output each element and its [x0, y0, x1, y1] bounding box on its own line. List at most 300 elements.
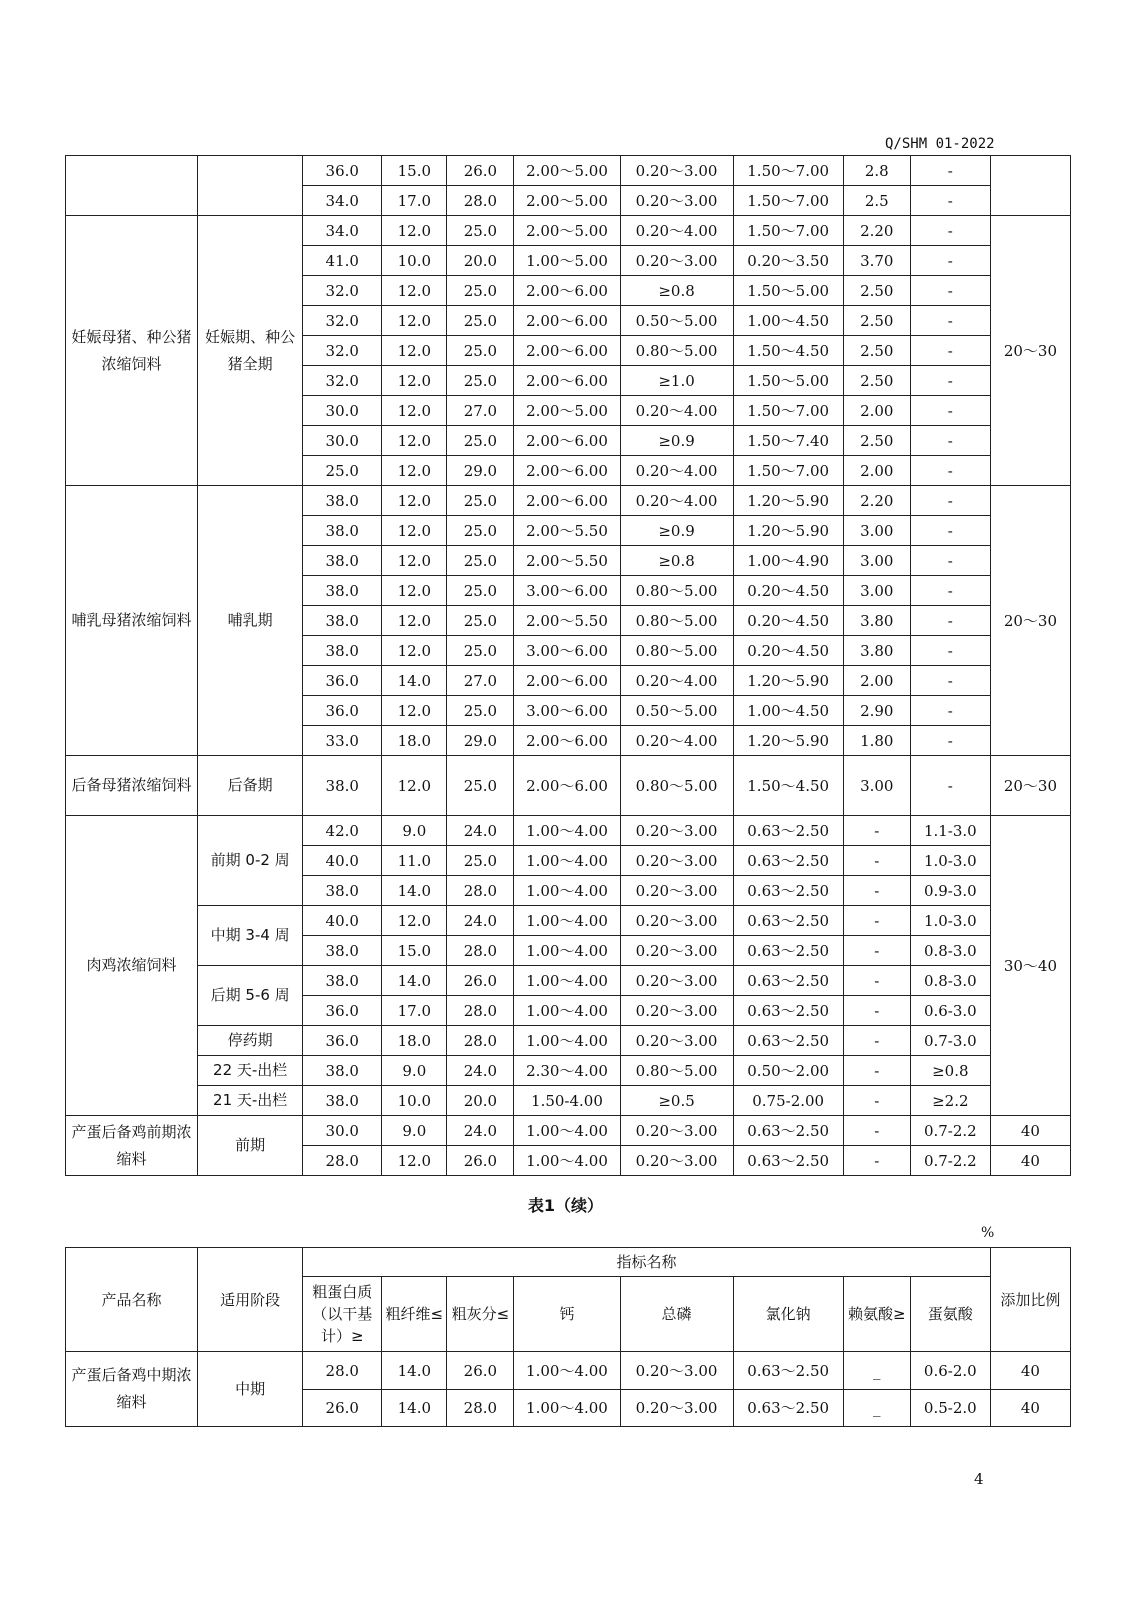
table-cell: 1.50～5.00 [733, 276, 843, 306]
table-cell: 1.00～4.00 [514, 876, 620, 906]
table-cell: - [910, 426, 990, 456]
ratio-cell: 20～30 [990, 486, 1070, 756]
table-cell: 1.50～7.00 [733, 216, 843, 246]
table-cell: 0.50～2.00 [733, 1056, 843, 1086]
table-row [66, 1056, 1071, 1086]
table-cell: - [910, 186, 990, 216]
table-cell: 26.0 [447, 156, 514, 186]
table-cell: 1.00～4.00 [514, 1390, 620, 1427]
table-cell: 0.7-2.2 [910, 1116, 990, 1146]
table-cell: 3.00～6.00 [514, 636, 620, 666]
table-cell: 0.20～3.00 [620, 1390, 733, 1427]
ratio-cell: 20～30 [990, 756, 1070, 816]
table-cell: 2.00～6.00 [514, 726, 620, 756]
table-cell: 0.63～2.50 [733, 1390, 843, 1427]
table-cell: 1.20～5.90 [733, 666, 843, 696]
table-cell: 24.0 [447, 1116, 514, 1146]
table-cell: 2.00～5.00 [514, 216, 620, 246]
table-cell: 17.0 [382, 996, 447, 1026]
table-cell: - [910, 486, 990, 516]
table-cell: 0.63～2.50 [733, 876, 843, 906]
table-cell: - [910, 666, 990, 696]
table-cell: 30.0 [303, 426, 382, 456]
table-row [66, 216, 1071, 246]
nutrient-table-continued [65, 1247, 1071, 1427]
table-cell: ≥0.8 [910, 1056, 990, 1086]
header-stage: 适用阶段 [198, 1248, 303, 1352]
table-cell: 42.0 [303, 816, 382, 846]
table-cell: 25.0 [447, 636, 514, 666]
table-cell: 1.00～4.00 [514, 996, 620, 1026]
table-cell: 12.0 [382, 636, 447, 666]
table-cell: 1.50～4.50 [733, 336, 843, 366]
table-cell: 9.0 [382, 1056, 447, 1086]
table-cell: 0.20～3.00 [620, 846, 733, 876]
table-cell: 32.0 [303, 276, 382, 306]
table-cell: 0.20～3.00 [620, 156, 733, 186]
table-cell: 36.0 [303, 156, 382, 186]
table-cell: 0.20～3.00 [620, 996, 733, 1026]
stage-cell: 21 天-出栏 [198, 1086, 303, 1116]
table-cell: 38.0 [303, 876, 382, 906]
table-cell: 38.0 [303, 936, 382, 966]
table-cell: ≥1.0 [620, 366, 733, 396]
table-cell: 14.0 [382, 966, 447, 996]
table-cell: 36.0 [303, 1026, 382, 1056]
table-cell: - [910, 156, 990, 186]
table-row [66, 816, 1071, 846]
product-name-cell: 后备母猪浓缩饲料 [66, 756, 198, 816]
table-cell: 38.0 [303, 1056, 382, 1086]
table-cell: 3.00 [843, 576, 910, 606]
table-cell: 40 [990, 1352, 1070, 1390]
table-cell: 0.7-3.0 [910, 1026, 990, 1056]
table-cell: 1.50～7.00 [733, 396, 843, 426]
table-row [66, 966, 1071, 996]
stage-cell: 哺乳期 [198, 486, 303, 756]
table-cell: 14.0 [382, 876, 447, 906]
table-cell: 2.20 [843, 486, 910, 516]
table-cell: 1.50～7.40 [733, 426, 843, 456]
product-name-cell: 肉鸡浓缩饲料 [66, 816, 198, 1116]
table-cell: 2.00～6.00 [514, 426, 620, 456]
table-cell: 0.6-2.0 [910, 1352, 990, 1390]
table-cell: 25.0 [447, 576, 514, 606]
table-cell: 0.63～2.50 [733, 1116, 843, 1146]
table-cell: 0.20～3.00 [620, 186, 733, 216]
table-cell: 1.0-3.0 [910, 906, 990, 936]
table-cell: 0.8-3.0 [910, 936, 990, 966]
stage-cell: 中期 3-4 周 [198, 906, 303, 966]
table-cell: ≥0.9 [620, 516, 733, 546]
table-cell: 12.0 [382, 546, 447, 576]
table-cell: 0.80～5.00 [620, 636, 733, 666]
table-cell: 36.0 [303, 996, 382, 1026]
product-name-cell: 哺乳母猪浓缩饲料 [66, 486, 198, 756]
table-cell: 29.0 [447, 726, 514, 756]
table-cell: 14.0 [382, 1352, 447, 1390]
table-cell: 25.0 [447, 216, 514, 246]
table-continued-title: 表1（续） [527, 1196, 604, 1215]
table-cell: 0.63～2.50 [733, 936, 843, 966]
unit-label: % [981, 1225, 995, 1241]
table-cell: 25.0 [447, 306, 514, 336]
table-row [66, 906, 1071, 936]
table-cell: - [910, 396, 990, 426]
table-cell: 2.50 [843, 306, 910, 336]
table-cell: 20.0 [447, 1086, 514, 1116]
table-cell: - [843, 1086, 910, 1116]
table-cell: 12.0 [382, 576, 447, 606]
table-cell: 0.63～2.50 [733, 906, 843, 936]
table-cell: 2.5 [843, 186, 910, 216]
table-cell: - [910, 606, 990, 636]
table-cell: 12.0 [382, 906, 447, 936]
table-cell: 1.50～7.00 [733, 186, 843, 216]
product-layer-reserve-middle: 产蛋后备鸡中期浓缩料 [66, 1352, 198, 1427]
table-cell: 0.20～3.50 [733, 246, 843, 276]
table-cell: 1.50～4.50 [733, 756, 843, 816]
table-cell: 0.20～3.00 [620, 1116, 733, 1146]
ratio-cell: 40 [990, 1146, 1070, 1176]
table-cell: 2.00 [843, 666, 910, 696]
table-cell: 14.0 [382, 1390, 447, 1427]
table-cell: 1.00～4.00 [514, 1026, 620, 1056]
table-cell: 25.0 [447, 516, 514, 546]
table-cell: 3.00 [843, 546, 910, 576]
table-cell: 0.63～2.50 [733, 1352, 843, 1390]
table-cell: 27.0 [447, 396, 514, 426]
table-cell: 28.0 [303, 1146, 382, 1176]
table-cell: 25.0 [447, 426, 514, 456]
table-cell: 2.50 [843, 366, 910, 396]
table-cell: 38.0 [303, 1086, 382, 1116]
table-cell: - [910, 636, 990, 666]
table-cell: 28.0 [447, 186, 514, 216]
stage-cell [198, 156, 303, 216]
header-total-phosphorus: 总磷 [620, 1277, 733, 1352]
table-cell: 1.00～4.00 [514, 846, 620, 876]
table-row [66, 486, 1071, 516]
table-cell: 0.20～4.00 [620, 216, 733, 246]
table-cell: 0.20～3.00 [620, 246, 733, 276]
table-cell: 18.0 [382, 1026, 447, 1056]
table-cell: 24.0 [447, 906, 514, 936]
table-cell: 0.20～3.00 [620, 1026, 733, 1056]
table-cell: - [910, 456, 990, 486]
table-cell: 32.0 [303, 366, 382, 396]
table-cell: - [910, 726, 990, 756]
header-crude-ash: 粗灰分≤ [447, 1277, 514, 1352]
table-cell: 2.20 [843, 216, 910, 246]
table-cell: 30.0 [303, 1116, 382, 1146]
table-cell: ≥0.8 [620, 546, 733, 576]
table-cell: 3.70 [843, 246, 910, 276]
table-cell: 24.0 [447, 816, 514, 846]
table-cell: _ [843, 1352, 910, 1390]
table-cell: 2.00～6.00 [514, 366, 620, 396]
table-cell: 0.80～5.00 [620, 606, 733, 636]
table-cell: 38.0 [303, 966, 382, 996]
table-cell: 34.0 [303, 216, 382, 246]
table-cell: 12.0 [382, 216, 447, 246]
table-cell: 25.0 [447, 336, 514, 366]
table-cell: 1.00～4.00 [514, 1116, 620, 1146]
table-cell: 0.63～2.50 [733, 1146, 843, 1176]
table-cell: 25.0 [447, 696, 514, 726]
table-cell: 2.50 [843, 336, 910, 366]
table-cell: 1.20～5.90 [733, 726, 843, 756]
header-crude-fiber: 粗纤维≤ [382, 1277, 447, 1352]
table-cell: 3.00 [843, 516, 910, 546]
table-cell: 12.0 [382, 276, 447, 306]
table-cell: 12.0 [382, 426, 447, 456]
table-cell: 0.20～3.00 [620, 936, 733, 966]
table-cell: 2.00 [843, 396, 910, 426]
table-cell: 2.00～6.00 [514, 486, 620, 516]
table-cell: 1.50-4.00 [514, 1086, 620, 1116]
header-lysine: 赖氨酸≥ [843, 1277, 910, 1352]
table-cell: 25.0 [447, 546, 514, 576]
table-cell: 40 [990, 1390, 1070, 1427]
stage-cell: 前期 [198, 1116, 303, 1176]
table-cell: 0.9-3.0 [910, 876, 990, 906]
table-cell: 40.0 [303, 846, 382, 876]
table-cell: 14.0 [382, 666, 447, 696]
table-cell: 32.0 [303, 306, 382, 336]
table-cell: 2.00～6.00 [514, 666, 620, 696]
table-cell: 26.0 [447, 1146, 514, 1176]
table-cell: 12.0 [382, 396, 447, 426]
table-cell: - [910, 306, 990, 336]
header-indicator-name: 指标名称 [303, 1248, 991, 1277]
table-cell: 1.20～5.90 [733, 486, 843, 516]
stage-cell: 22 天-出栏 [198, 1056, 303, 1086]
table-cell: 30.0 [303, 396, 382, 426]
table-row [66, 756, 1071, 816]
table-cell: 11.0 [382, 846, 447, 876]
table-cell: 0.20～3.00 [620, 1146, 733, 1176]
table-cell: 3.80 [843, 606, 910, 636]
table-cell: 2.00～5.00 [514, 396, 620, 426]
table-cell: 0.63～2.50 [733, 966, 843, 996]
table-cell: - [910, 216, 990, 246]
table-cell: 0.20～3.00 [620, 876, 733, 906]
table-cell: - [843, 1026, 910, 1056]
table-cell: 32.0 [303, 336, 382, 366]
table-cell: 0.6-3.0 [910, 996, 990, 1026]
table-cell: 2.30～4.00 [514, 1056, 620, 1086]
table-cell: 25.0 [447, 606, 514, 636]
table-cell: 25.0 [303, 456, 382, 486]
ratio-cell: 20～30 [990, 216, 1070, 486]
table-cell: 17.0 [382, 186, 447, 216]
table-cell: 18.0 [382, 726, 447, 756]
table-cell: 2.00～6.00 [514, 306, 620, 336]
table-cell: 0.63～2.50 [733, 996, 843, 1026]
table-cell: - [843, 966, 910, 996]
table-cell: 3.00 [843, 756, 910, 816]
table-cell: 38.0 [303, 486, 382, 516]
table-cell: 20.0 [447, 246, 514, 276]
table-cell: 0.20～3.00 [620, 966, 733, 996]
table-cell: 0.75-2.00 [733, 1086, 843, 1116]
table-cell: - [910, 516, 990, 546]
table-cell: 25.0 [447, 486, 514, 516]
table-cell: 38.0 [303, 756, 382, 816]
table-cell: 2.00～6.00 [514, 276, 620, 306]
table-cell: 2.90 [843, 696, 910, 726]
table-cell: 1.50～7.00 [733, 156, 843, 186]
table-cell: 36.0 [303, 666, 382, 696]
product-name-cell: 妊娠母猪、种公猪浓缩饲料 [66, 216, 198, 486]
table-cell: - [843, 1056, 910, 1086]
table-cell: 29.0 [447, 456, 514, 486]
stage-cell: 前期 0-2 周 [198, 816, 303, 906]
table-row [66, 1086, 1071, 1116]
table-cell: 0.80～5.00 [620, 756, 733, 816]
table-cell: 0.63～2.50 [733, 846, 843, 876]
product-name-cell: 产蛋后备鸡前期浓缩料 [66, 1116, 198, 1176]
table-cell: 38.0 [303, 516, 382, 546]
table-cell: 28.0 [447, 1390, 514, 1427]
table-cell: 1.00～4.90 [733, 546, 843, 576]
table-cell: 1.00～4.50 [733, 306, 843, 336]
table-cell: 12.0 [382, 366, 447, 396]
table-cell: 0.63～2.50 [733, 816, 843, 846]
table-cell: 0.63～2.50 [733, 1026, 843, 1056]
table-cell: 1.20～5.90 [733, 516, 843, 546]
table-cell: 12.0 [382, 756, 447, 816]
stage-cell: 妊娠期、种公猪全期 [198, 216, 303, 486]
table-cell: 1.00～4.00 [514, 936, 620, 966]
table-cell: 1.00～4.00 [514, 906, 620, 936]
table-row [66, 1026, 1071, 1056]
table-cell: - [843, 1116, 910, 1146]
table-cell: - [910, 336, 990, 366]
table-cell: 0.8-3.0 [910, 966, 990, 996]
table-cell: 2.00～6.00 [514, 756, 620, 816]
table-cell: 38.0 [303, 636, 382, 666]
table-cell: 0.20～4.50 [733, 576, 843, 606]
table-cell: ≥0.8 [620, 276, 733, 306]
table-cell: 26.0 [447, 1352, 514, 1390]
table-cell: 1.00～4.00 [514, 1146, 620, 1176]
stage-cell: 后备期 [198, 756, 303, 816]
table-cell: 1.00～5.00 [514, 246, 620, 276]
table-cell: - [843, 996, 910, 1026]
header-methionine: 蛋氨酸 [910, 1277, 990, 1352]
table-cell: ≥0.9 [620, 426, 733, 456]
table-cell: 2.00～5.00 [514, 186, 620, 216]
table-cell: 0.20～3.00 [620, 816, 733, 846]
table-cell: 12.0 [382, 516, 447, 546]
table-cell: 0.50～5.00 [620, 306, 733, 336]
table-cell: 0.80～5.00 [620, 1056, 733, 1086]
table-cell: - [843, 846, 910, 876]
table-cell: 2.00～6.00 [514, 336, 620, 366]
table-cell: 25.0 [447, 846, 514, 876]
table-cell: - [843, 906, 910, 936]
table-cell: 12.0 [382, 1146, 447, 1176]
table-cell: 12.0 [382, 486, 447, 516]
table-cell: - [843, 1146, 910, 1176]
stage-cell: 后期 5-6 周 [198, 966, 303, 1026]
table-cell: 12.0 [382, 306, 447, 336]
table-cell: 3.80 [843, 636, 910, 666]
table-cell: 15.0 [382, 936, 447, 966]
table-cell: 36.0 [303, 696, 382, 726]
table-cell: 2.00～5.50 [514, 606, 620, 636]
table-cell: 0.20～4.00 [620, 486, 733, 516]
table-cell: 38.0 [303, 546, 382, 576]
table-cell: 3.00～6.00 [514, 696, 620, 726]
ratio-cell: 40 [990, 1116, 1070, 1146]
table-cell: 26.0 [303, 1390, 382, 1427]
table-cell: 0.20～4.00 [620, 666, 733, 696]
table-cell: - [910, 366, 990, 396]
table-cell: 1.0-3.0 [910, 846, 990, 876]
product-name-cell [66, 156, 198, 216]
table-cell: 25.0 [447, 276, 514, 306]
table-cell: 2.00～5.50 [514, 516, 620, 546]
table-cell: 26.0 [447, 966, 514, 996]
table-cell: 24.0 [447, 1056, 514, 1086]
table-cell: 12.0 [382, 456, 447, 486]
table-cell: 34.0 [303, 186, 382, 216]
table-cell: ≥2.2 [910, 1086, 990, 1116]
table-cell: 27.0 [447, 666, 514, 696]
table-cell: - [843, 876, 910, 906]
header-ratio: 添加比例 [990, 1248, 1070, 1352]
document-code: Q/SHM 01-2022 [885, 136, 995, 152]
table-cell: 12.0 [382, 336, 447, 366]
table-cell: 28.0 [447, 936, 514, 966]
table-cell: 1.00～4.00 [514, 1352, 620, 1390]
table-cell: 0.20～3.00 [620, 906, 733, 936]
table-cell: 3.00～6.00 [514, 576, 620, 606]
table-cell: 10.0 [382, 246, 447, 276]
table-cell: 0.5-2.0 [910, 1390, 990, 1427]
table-cell: 9.0 [382, 1116, 447, 1146]
table-cell: - [910, 546, 990, 576]
table-cell: 2.50 [843, 276, 910, 306]
table-cell: 25.0 [447, 366, 514, 396]
table-cell: 1.50～5.00 [733, 366, 843, 396]
table-cell: 0.7-2.2 [910, 1146, 990, 1176]
ratio-cell [990, 156, 1070, 216]
table-cell: 0.20～4.00 [620, 396, 733, 426]
table-cell: 12.0 [382, 696, 447, 726]
table-cell: 1.00～4.50 [733, 696, 843, 726]
table-cell: 2.00～5.00 [514, 156, 620, 186]
table-cell: 1.00～4.00 [514, 966, 620, 996]
table-cell: - [910, 576, 990, 606]
stage-middle: 中期 [198, 1352, 303, 1427]
table-row [66, 1116, 1071, 1146]
table-cell: 0.80～5.00 [620, 576, 733, 606]
table-cell: 38.0 [303, 576, 382, 606]
table-cell: ≥0.5 [620, 1086, 733, 1116]
table-cell: 25.0 [447, 756, 514, 816]
table-cell: 28.0 [447, 996, 514, 1026]
table-cell: 41.0 [303, 246, 382, 276]
table-cell: 2.8 [843, 156, 910, 186]
table-cell: 10.0 [382, 1086, 447, 1116]
table-cell: 33.0 [303, 726, 382, 756]
table-cell: _ [843, 1390, 910, 1427]
table-cell: 0.20～4.50 [733, 606, 843, 636]
